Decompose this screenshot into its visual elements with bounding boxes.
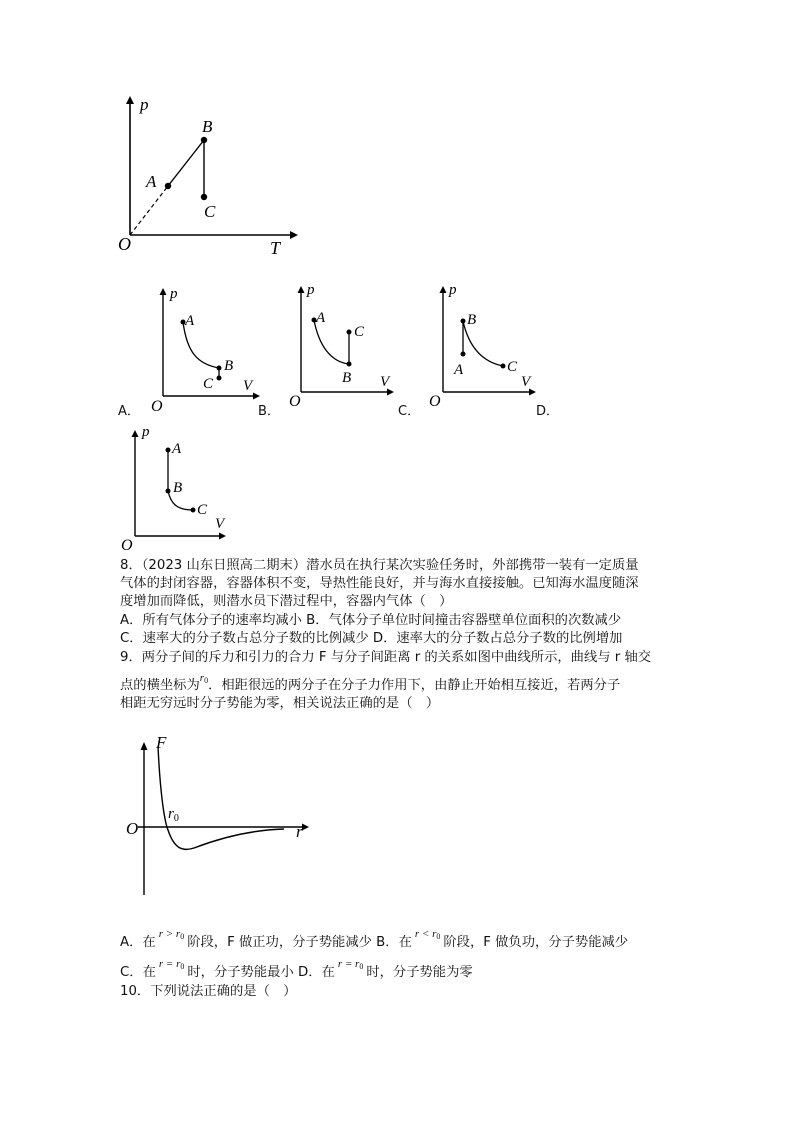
p-axis-label: p [142, 424, 150, 440]
option-c-graph [423, 278, 548, 413]
p-axis-label: p [140, 95, 149, 114]
V-axis-label: V [521, 374, 531, 390]
point-A-label: A [454, 362, 464, 378]
p-axis-label: p [307, 282, 315, 298]
q8-line2: 气体的封闭容器，容器体积不变，导热性能良好，并与海水直接接触。已知海水温度随深 [120, 576, 639, 591]
point-A-label: A [172, 441, 182, 457]
option-b-label: B． [258, 404, 280, 419]
T-axis-label: T [270, 238, 281, 257]
origin-label: O [126, 819, 139, 838]
point-A-label: A [146, 172, 157, 191]
q10-line1: 10．下列说法正确的是（ ） [120, 984, 297, 999]
p-T-diagram [110, 92, 300, 257]
origin-label: O [118, 234, 131, 254]
q9-options-cd[interactable]: C．在$^{r = r_0}$ 时，分子势能最小 D．在$^{r = r_0}$ 时，分子势能为零 [120, 958, 473, 980]
point-A-label: A [185, 313, 195, 329]
option-d-graph [115, 422, 240, 557]
q9-line2-start: 点的横坐标为 [120, 678, 200, 693]
q9-options-ab[interactable]: A．在$^{r > r_0}$ 阶段，F 做正功，分子势能减少 B．在$^{r < r_0}$ 阶段，F 做负功，分子势能减少 [120, 928, 629, 950]
point-B-label: B [467, 312, 477, 328]
option-d-label: D． [536, 404, 560, 419]
q8-line3: 度增加而降低，则潜水员下潜过程中，容器内气体（ ） [120, 594, 453, 609]
q9-line3: 相距无穷远时分子势能为零，相关说法正确的是（ ） [120, 696, 440, 711]
p-axis-label: p [170, 286, 178, 302]
point-B-label: B [342, 370, 352, 386]
r0-label: $r_0$ [168, 806, 179, 824]
option-a-graph [145, 280, 265, 415]
p-axis-label: p [449, 282, 457, 298]
r-lt-r0: r < r0 [414, 928, 441, 941]
V-axis-label: V [380, 374, 390, 390]
q9-line2-end: ．相距很远的两分子在分子力作用下，由静止开始相互接近，若两分子 [208, 678, 621, 693]
origin-label: O [151, 398, 163, 415]
q8-line1: 8．（2023 山东日照高二期末）潜水员在执行某次实验任务时，外部携带一装有一定质量 [120, 558, 639, 573]
r-axis-label: r [296, 822, 303, 841]
point-B-label: B [202, 117, 213, 136]
q8-option-ab[interactable]: A．所有气体分子的速率均减小 B．气体分子单位时间撞击容器壁单位面积的次数减少 [120, 613, 622, 628]
option-b-graph [283, 278, 403, 413]
V-axis-label: V [215, 516, 225, 532]
point-B-label: B [173, 480, 183, 496]
r-eq-r0-d: r = r0 [337, 958, 364, 971]
origin-label: O [121, 537, 133, 554]
force-distance-graph [120, 730, 320, 900]
point-C-label: C [507, 359, 518, 375]
r-gt-r0: r > r0 [158, 928, 185, 941]
option-a-label: A． [118, 404, 140, 419]
point-A-label: A [316, 310, 326, 326]
q9-line1: 9．两分子间的斥力和引力的合力 F 与分子间距离 r 的关系如图中曲线所示，曲线与 r 轴交 [120, 650, 652, 665]
origin-label: O [429, 393, 441, 410]
F-axis-label: F [156, 733, 167, 752]
point-C-label: C [203, 376, 214, 392]
V-axis-label: V [243, 378, 253, 394]
point-C-label: C [197, 502, 208, 518]
r0-symbol: r0 [199, 672, 209, 685]
r-eq-r0-c: r = r0 [158, 958, 185, 971]
origin-label: O [289, 393, 301, 410]
point-C-label: C [204, 202, 216, 221]
point-C-label: C [354, 324, 365, 340]
option-c-label: C． [398, 404, 421, 419]
q8-option-cd[interactable]: C．速率大的分子数占总分子数的比例减少 D．速率大的分子数占总分子数的比例增加 [120, 631, 623, 646]
point-B-label: B [224, 358, 234, 374]
q9-line2 [120, 672, 621, 697]
